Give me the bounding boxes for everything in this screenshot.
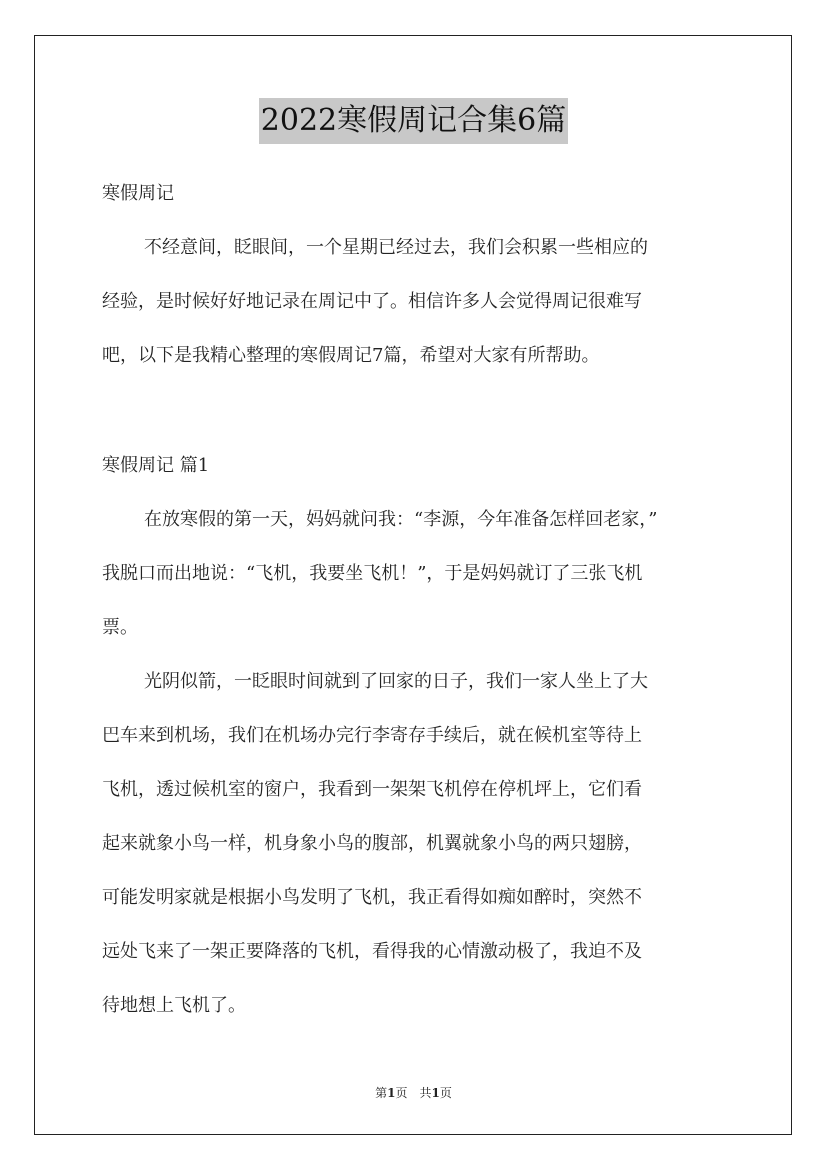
paragraph-line: 飞机，透过候机室的窗户，我看到一架架飞机停在停机坪上，它们看: [102, 779, 642, 800]
paragraph-line: 光阴似箭，一眨眼时间就到了回家的日子，我们一家人坐上了大: [144, 671, 648, 692]
paragraph-line: 在放寒假的第一天，妈妈就问我：“李源，今年准备怎样回老家，”: [144, 509, 658, 530]
footer-total-pages: 1: [431, 1086, 440, 1100]
intro-line: 吧，以下是我精心整理的寒假周记7篇，希望对大家有所帮助。: [102, 345, 600, 366]
page-footer: [0, 1084, 827, 1102]
paragraph-line: 我脱口而出地说：“飞机，我要坐飞机！”，于是妈妈就订了三张飞机: [102, 563, 643, 584]
paragraph-line: 巴车来到机场，我们在机场办完行李寄存手续后，就在候机室等待上: [102, 725, 642, 746]
entry-heading: 寒假周记 篇1: [102, 455, 210, 476]
document-title: 2022寒假周记合集6篇: [259, 98, 568, 144]
footer-prefix: 第: [375, 1086, 388, 1100]
paragraph-line: 远处飞来了一架正要降落的飞机，看得我的心情激动极了，我迫不及: [102, 941, 642, 962]
paragraph-line: 起来就象小鸟一样，机身象小鸟的腹部，机翼就象小鸟的两只翅膀，: [102, 833, 642, 854]
footer-current-page: 1: [387, 1086, 396, 1100]
footer-middle: 页 共: [395, 1086, 432, 1100]
title-container: [0, 98, 827, 144]
paragraph-line: 待地想上飞机了。: [102, 995, 246, 1016]
paragraph-line: 可能发明家就是根据小鸟发明了飞机，我正看得如痴如醉时，突然不: [102, 887, 642, 908]
section-heading: 寒假周记: [102, 183, 174, 204]
footer-suffix: 页: [439, 1086, 452, 1100]
intro-line: 经验，是时候好好地记录在周记中了。相信许多人会觉得周记很难写: [102, 291, 642, 312]
paragraph-line: 票。: [102, 617, 138, 638]
intro-line: 不经意间，眨眼间，一个星期已经过去，我们会积累一些相应的: [144, 237, 648, 258]
